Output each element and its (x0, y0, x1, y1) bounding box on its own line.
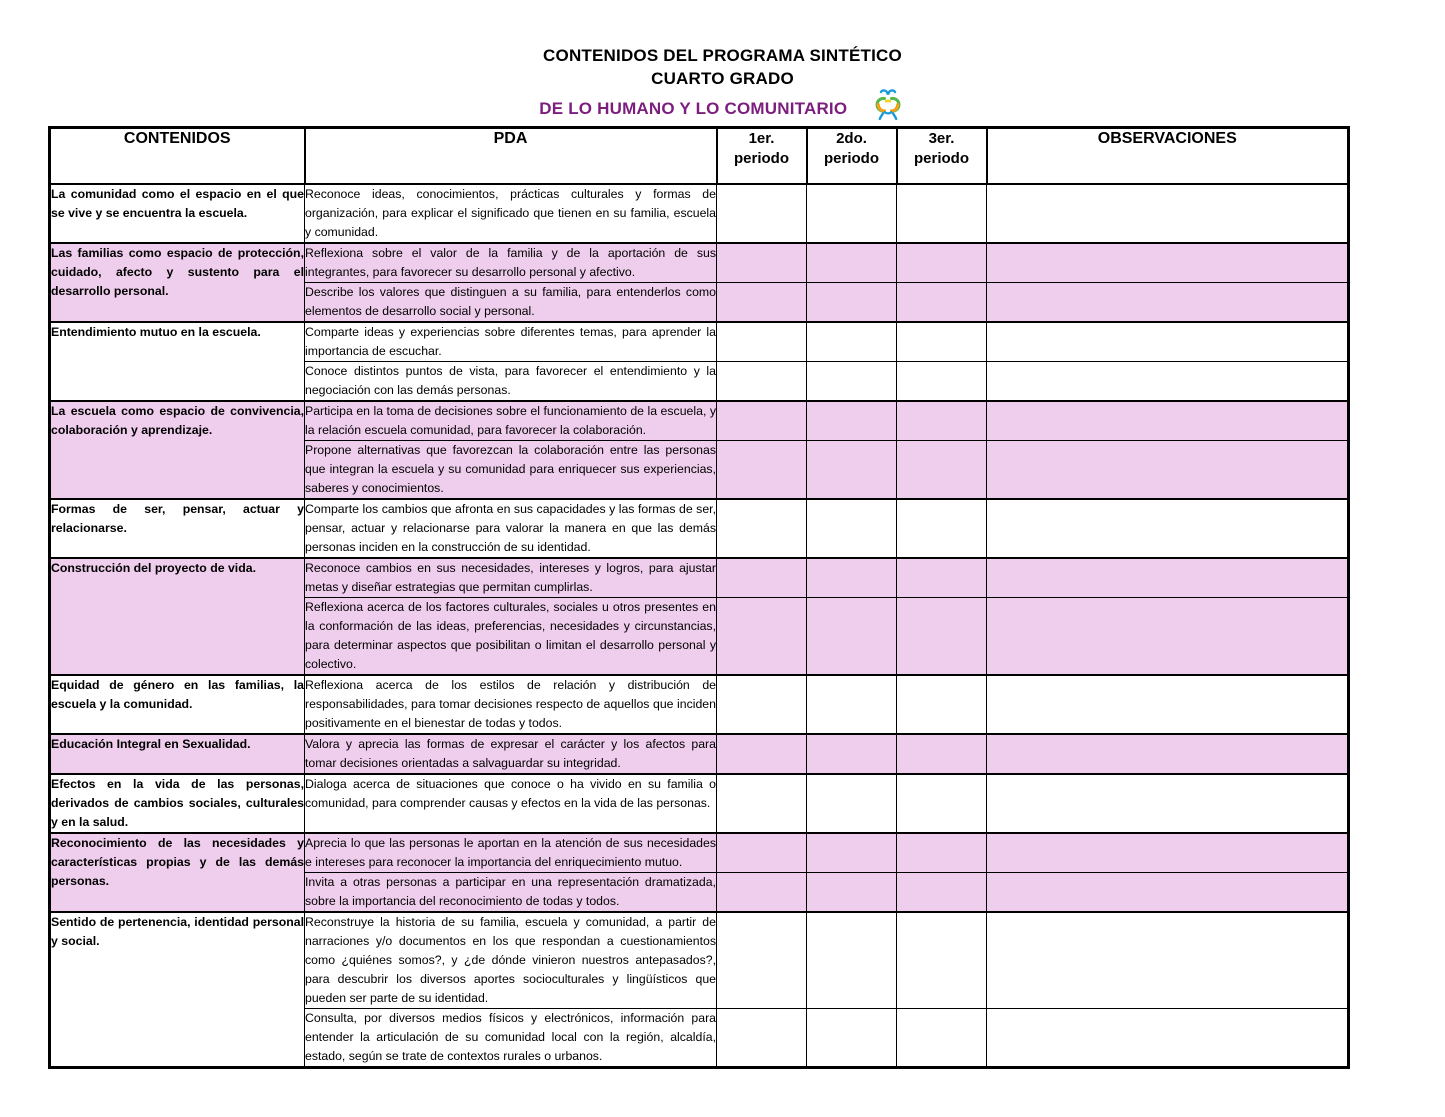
periodo-2-cell[interactable] (807, 322, 897, 362)
contenido-cell: Formas de ser, pensar, actuar y relacionarse. (50, 499, 305, 558)
periodo-1-cell[interactable] (717, 675, 807, 734)
contenido-cell: Construcción del proyecto de vida. (50, 558, 305, 675)
table-row (50, 401, 1349, 441)
periodo-1-cell[interactable] (717, 401, 807, 441)
periodo-2-cell[interactable] (807, 441, 897, 500)
periodo-3-cell[interactable] (897, 774, 987, 833)
contenido-cell: Educación Integral en Sexualidad. (50, 734, 305, 774)
periodo-3-cell[interactable] (897, 912, 987, 1009)
pda-cell: Reflexiona sobre el valor de la familia y de la aportación de sus integrantes, para favorecer su desarrollo personal y afectivo. (305, 243, 717, 283)
observaciones-cell[interactable] (987, 912, 1349, 1009)
periodo-2-cell[interactable] (807, 243, 897, 283)
observaciones-cell[interactable] (987, 774, 1349, 833)
periodo-3-cell[interactable] (897, 401, 987, 441)
table-header-row (50, 128, 1349, 185)
periodo-2-cell[interactable] (807, 598, 897, 676)
observaciones-cell[interactable] (987, 283, 1349, 323)
periodo-2-cell[interactable] (807, 184, 897, 243)
periodo-3-cell[interactable] (897, 873, 987, 913)
column-header-pda: PDA (305, 128, 717, 185)
contenido-cell: Entendimiento mutuo en la escuela. (50, 322, 305, 401)
periodo-1-cell[interactable] (717, 1009, 807, 1068)
contenido-cell: Sentido de pertenencia, identidad personal y social. (50, 912, 305, 1068)
table-row (50, 184, 1349, 243)
column-header-periodo-3-top: 3er. (928, 130, 955, 147)
pda-cell: Invita a otras personas a participar en una representación dramatizada, sobre la importancia del reconocimiento de todas y todos. (305, 873, 717, 913)
table-row (50, 322, 1349, 362)
periodo-2-cell[interactable] (807, 774, 897, 833)
column-header-periodo-1-top: 1er. (748, 130, 775, 147)
observaciones-cell[interactable] (987, 243, 1349, 283)
periodo-2-cell[interactable] (807, 401, 897, 441)
periodo-3-cell[interactable] (897, 734, 987, 774)
periodo-3-cell[interactable] (897, 499, 987, 558)
observaciones-cell[interactable] (987, 441, 1349, 500)
observaciones-cell[interactable] (987, 184, 1349, 243)
observaciones-cell[interactable] (987, 675, 1349, 734)
observaciones-cell[interactable] (987, 401, 1349, 441)
periodo-1-cell[interactable] (717, 441, 807, 500)
periodo-3-cell[interactable] (897, 558, 987, 598)
periodo-2-cell[interactable] (807, 558, 897, 598)
table-row (50, 558, 1349, 598)
periodo-2-cell[interactable] (807, 1009, 897, 1068)
observaciones-cell[interactable] (987, 598, 1349, 676)
periodo-2-cell[interactable] (807, 499, 897, 558)
periodo-2-cell[interactable] (807, 675, 897, 734)
column-header-periodo-2 (807, 128, 897, 185)
periodo-3-cell[interactable] (897, 362, 987, 402)
pda-cell: Dialoga acerca de situaciones que conoce o ha vivido en su familia o comunidad, para comprender causas y efectos en la vida de las personas. (305, 774, 717, 833)
pda-cell: Propone alternativas que favorezcan la colaboración entre las personas que integran la escuela y su comunidad para enriquecer sus experiencias, saberes y conocimientos. (305, 441, 717, 500)
table-row (50, 243, 1349, 283)
periodo-3-cell[interactable] (897, 1009, 987, 1068)
periodo-1-cell[interactable] (717, 912, 807, 1009)
table-row (50, 912, 1349, 1009)
periodo-1-cell[interactable] (717, 598, 807, 676)
document-header (0, 0, 1445, 127)
contenido-cell: Las familias como espacio de protección, cuidado, afecto y sustento para el desarrollo personal. (50, 243, 305, 322)
table-header (50, 128, 1349, 185)
contenidos-table-wrap (48, 126, 1347, 1069)
pda-cell: Reconoce ideas, conocimientos, prácticas culturales y formas de organización, para explicar el significado que tienen en su familia, escuela y comunidad. (305, 184, 717, 243)
periodo-1-cell[interactable] (717, 558, 807, 598)
column-header-periodo-1-bottom: periodo (734, 150, 789, 167)
observaciones-cell[interactable] (987, 499, 1349, 558)
periodo-2-cell[interactable] (807, 734, 897, 774)
periodo-2-cell[interactable] (807, 833, 897, 873)
periodo-2-cell[interactable] (807, 283, 897, 323)
periodo-3-cell[interactable] (897, 184, 987, 243)
column-header-periodo-2-top: 2do. (836, 130, 867, 147)
periodo-1-cell[interactable] (717, 243, 807, 283)
periodo-1-cell[interactable] (717, 322, 807, 362)
periodo-3-cell[interactable] (897, 833, 987, 873)
column-header-periodo-2-bottom: periodo (824, 150, 879, 167)
periodo-1-cell[interactable] (717, 184, 807, 243)
periodo-1-cell[interactable] (717, 774, 807, 833)
periodo-1-cell[interactable] (717, 283, 807, 323)
observaciones-cell[interactable] (987, 322, 1349, 362)
pda-cell: Reflexiona acerca de los estilos de relación y distribución de responsabilidades, para tomar decisiones respecto de aquellos que inciden positivamente en el bienestar de todas y todos. (305, 675, 717, 734)
table-row (50, 833, 1349, 873)
periodo-1-cell[interactable] (717, 833, 807, 873)
table-row (50, 774, 1349, 833)
observaciones-cell[interactable] (987, 1009, 1349, 1068)
periodo-1-cell[interactable] (717, 499, 807, 558)
contenido-cell: Equidad de género en las familias, la escuela y la comunidad. (50, 675, 305, 734)
contenido-cell: Efectos en la vida de las personas, derivados de cambios sociales, culturales y en la salud. (50, 774, 305, 833)
periodo-3-cell[interactable] (897, 322, 987, 362)
table-body (50, 184, 1349, 1068)
column-header-periodo-3-bottom: periodo (914, 150, 969, 167)
periodo-3-cell[interactable] (897, 441, 987, 500)
observaciones-cell[interactable] (987, 558, 1349, 598)
column-header-observaciones: OBSERVACIONES (987, 128, 1349, 185)
table-row (50, 675, 1349, 734)
pda-cell: Comparte los cambios que afronta en sus capacidades y las formas de ser, pensar, actuar y relacionarse para valorar la manera en que las demás personas inciden en la construcción de su identidad. (305, 499, 717, 558)
pda-cell: Consulta, por diversos medios físicos y electrónicos, información para entender la articulación de su comunidad local con la región, alcaldía, estado, según se trate de contextos rurales o urbanos. (305, 1009, 717, 1068)
periodo-3-cell[interactable] (897, 598, 987, 676)
column-header-periodo-3 (897, 128, 987, 185)
periodo-2-cell[interactable] (807, 912, 897, 1009)
table-row (50, 734, 1349, 774)
periodo-2-cell[interactable] (807, 873, 897, 913)
pda-cell: Conoce distintos puntos de vista, para favorecer el entendimiento y la negociación con las demás personas. (305, 362, 717, 402)
pda-cell: Valora y aprecia las formas de expresar el carácter y los afectos para tomar decisiones orientadas a salvaguardar su integridad. (305, 734, 717, 774)
contenidos-table (48, 126, 1350, 1069)
pda-cell: Aprecia lo que las personas le aportan en la atención de sus necesidades e intereses para reconocer la importancia del enriquecimiento mutuo. (305, 833, 717, 873)
periodo-3-cell[interactable] (897, 675, 987, 734)
document-subtitle-row (0, 90, 1445, 127)
pda-cell: Participa en la toma de decisiones sobre el funcionamiento de la escuela, y la relación escuela comunidad, para favorecer la colaboración. (305, 401, 717, 441)
document-title-line-1: CONTENIDOS DEL PROGRAMA SINTÉTICO (543, 46, 902, 65)
observaciones-cell[interactable] (987, 873, 1349, 913)
column-header-periodo-1 (717, 128, 807, 185)
observaciones-cell[interactable] (987, 734, 1349, 774)
table-row (50, 499, 1349, 558)
column-header-contenidos: CONTENIDOS (50, 128, 305, 185)
periodo-1-cell[interactable] (717, 362, 807, 402)
pda-cell: Comparte ideas y experiencias sobre diferentes temas, para aprender la importancia de escuchar. (305, 322, 717, 362)
contenido-cell: La comunidad como el espacio en el que se vive y se encuentra la escuela. (50, 184, 305, 243)
pda-cell: Reflexiona acerca de los factores culturales, sociales u otros presentes en la conformación de las ideas, preferencias, necesidades y circunstancias, para determinar aspectos que posibilitan o limitan el desarrollo personal y colectivo. (305, 598, 717, 676)
pda-cell: Reconoce cambios en sus necesidades, intereses y logros, para ajustar metas y diseñar estrategias que permitan cumplirlas. (305, 558, 717, 598)
contenido-cell: La escuela como espacio de convivencia, colaboración y aprendizaje. (50, 401, 305, 499)
periodo-2-cell[interactable] (807, 362, 897, 402)
periodo-1-cell[interactable] (717, 873, 807, 913)
observaciones-cell[interactable] (987, 362, 1349, 402)
pda-cell: Reconstruye la historia de su familia, escuela y comunidad, a partir de narraciones y/o documentos en los que respondan a cuestionamientos como ¿quiénes somos?, y ¿de dónde vinieron nuestros antepasados?, para descubrir los diversos aportes socioculturales y lingüísticos que pueden ser parte de su identidad. (305, 912, 717, 1009)
periodo-1-cell[interactable] (717, 734, 807, 774)
nueva-escuela-mexicana-logo-icon (870, 89, 906, 126)
periodo-3-cell[interactable] (897, 243, 987, 283)
document-title-line-2: CUARTO GRADO (651, 69, 794, 88)
periodo-3-cell[interactable] (897, 283, 987, 323)
pda-cell: Describe los valores que distinguen a su familia, para entenderlos como elementos de desarrollo social y personal. (305, 283, 717, 323)
document-title-line-3: DE LO HUMANO Y LO COMUNITARIO (539, 99, 848, 118)
contenido-cell: Reconocimiento de las necesidades y características propias y de las demás personas. (50, 833, 305, 912)
observaciones-cell[interactable] (987, 833, 1349, 873)
